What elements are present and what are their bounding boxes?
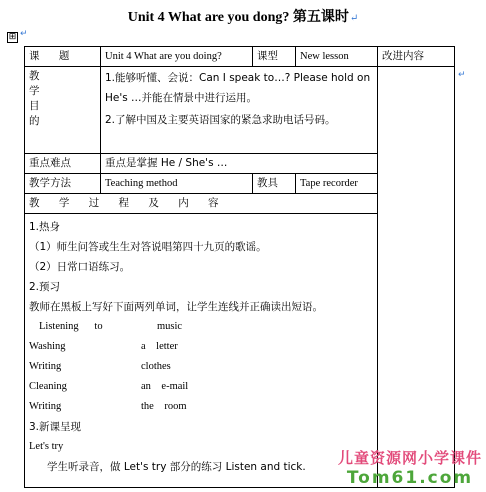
word-pair: Listening to music xyxy=(39,321,183,332)
word-pair: Writing clothes xyxy=(29,361,171,372)
lesson-plan-table xyxy=(24,46,455,488)
title-text: Unit 4 What are you dong? 第五课时 xyxy=(127,10,349,25)
methods-value: Teaching method xyxy=(101,174,253,194)
word-pair: Cleaning an e-mail xyxy=(29,381,189,392)
topic-value: Unit 4 What are you doing? xyxy=(101,47,253,67)
paragraph-mark: ↵ xyxy=(458,70,466,80)
watermark-site: Tom61.com xyxy=(346,468,474,488)
word-pair: Writing the room xyxy=(29,401,187,412)
process-header: 教 学 过 程 及 内 容 xyxy=(25,194,378,214)
objectives-content xyxy=(101,67,378,154)
aids-label: 教具 xyxy=(253,174,296,194)
objective-line: He's …并能在情景中进行运用。 xyxy=(105,92,258,104)
page-title xyxy=(0,6,486,26)
process-content xyxy=(25,214,378,488)
table-row xyxy=(25,67,455,154)
warmup-item: （1）师生问答或生生对答说唱第四十九页的歌谣。 xyxy=(29,241,267,253)
table-move-handle-icon[interactable]: ⊞ xyxy=(8,32,17,42)
methods-label: 教学方法 xyxy=(25,174,101,194)
objective-line: 2.了解中国及主要英语国家的紧急求助电话号码。 xyxy=(105,114,336,126)
word-pair: Washing a letter xyxy=(29,341,178,352)
table-row xyxy=(25,47,455,67)
paragraph-mark: ↵ xyxy=(349,13,359,24)
type-label: 课型 xyxy=(253,47,296,67)
watermark-text: 儿童资源网小学课件 xyxy=(337,449,482,467)
objectives-label: 教 学 目 的 xyxy=(25,67,101,154)
type-value: New lesson xyxy=(296,47,378,67)
aids-value: Tape recorder xyxy=(296,174,378,194)
key-points-label: 重点难点 xyxy=(25,154,101,174)
warmup-item: （2）日常口语练习。 xyxy=(29,261,131,273)
new-lesson-heading: 3.新课呈现 xyxy=(29,421,82,433)
watermark-logo xyxy=(338,447,482,488)
preview-text: 教师在黑板上写好下面两列单词，让学生连线并正确读出短语。 xyxy=(29,301,323,313)
key-points-value: 重点是掌握 He / She's … xyxy=(101,154,378,174)
lets-try-heading: Let's try xyxy=(29,441,64,452)
preview-heading: 2.预习 xyxy=(29,281,61,293)
topic-label: 课 题 xyxy=(25,47,101,67)
improve-content xyxy=(378,67,455,488)
lets-try-instruction: 学生听录音，做 Let's try 部分的练习 Listen and tick. xyxy=(47,461,306,473)
improve-label: 改进内容 xyxy=(378,47,455,67)
objective-line: 1.能够听懂、会说：Can I speak to…? Please hold on xyxy=(105,72,371,84)
warmup-heading: 1.热身 xyxy=(29,221,61,233)
paragraph-mark: ↵ xyxy=(20,29,28,39)
